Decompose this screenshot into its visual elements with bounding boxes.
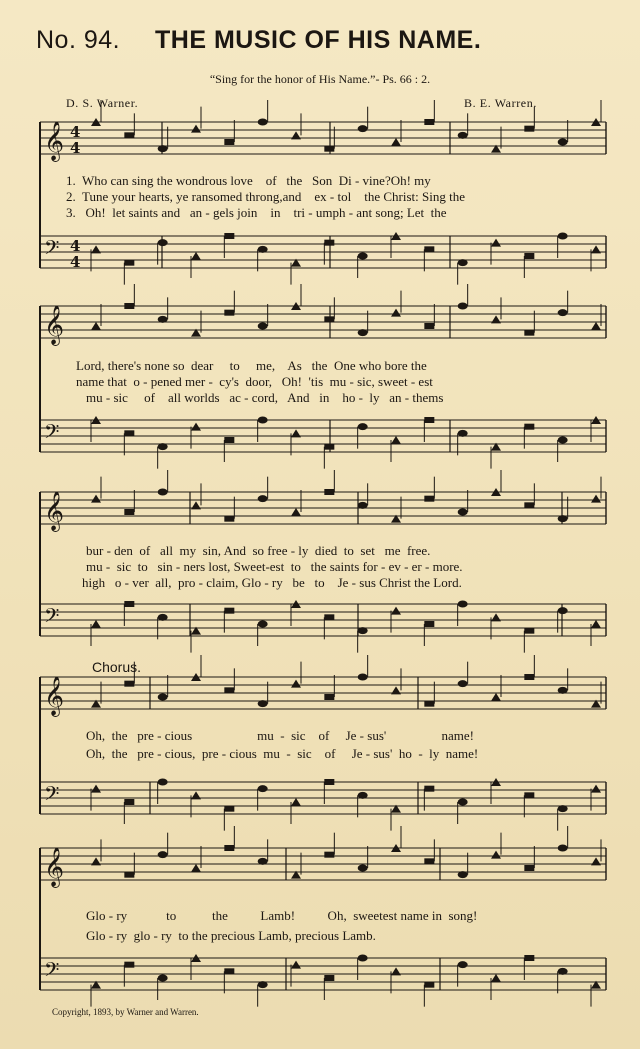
bass-clef: 𝄢 bbox=[44, 958, 60, 986]
treble-clef: 𝄞 bbox=[44, 847, 65, 887]
note-head bbox=[324, 694, 334, 700]
note-head bbox=[324, 975, 334, 981]
note-head bbox=[558, 233, 568, 240]
note-head bbox=[124, 799, 134, 805]
note-head bbox=[224, 310, 234, 316]
note-head bbox=[258, 621, 268, 628]
note-head bbox=[158, 239, 168, 246]
note-head bbox=[491, 613, 501, 621]
note-head bbox=[124, 872, 134, 878]
note-head bbox=[158, 145, 168, 152]
note-head bbox=[524, 126, 534, 132]
lyric-line: mu - sic of all worlds ac - cord, And in ho - ly an - thems bbox=[86, 390, 444, 405]
treble-clef: 𝄞 bbox=[44, 676, 65, 716]
note-head bbox=[91, 620, 101, 628]
note-head bbox=[524, 330, 534, 336]
note-head bbox=[258, 785, 268, 792]
note-head bbox=[291, 508, 301, 516]
note-head bbox=[391, 436, 401, 444]
note-head bbox=[191, 252, 201, 260]
note-head bbox=[158, 694, 168, 701]
note-head bbox=[191, 791, 201, 799]
note-head bbox=[224, 608, 234, 614]
note-head bbox=[91, 785, 101, 793]
note-head bbox=[524, 792, 534, 798]
note-head bbox=[524, 674, 534, 680]
note-head bbox=[224, 806, 234, 812]
note-head bbox=[224, 687, 234, 693]
note-head bbox=[291, 961, 301, 969]
note-head bbox=[124, 430, 134, 436]
note-head bbox=[358, 865, 368, 872]
note-head bbox=[324, 316, 334, 322]
note-head bbox=[291, 131, 301, 139]
note-head bbox=[458, 509, 468, 516]
note-head bbox=[591, 857, 601, 865]
note-head bbox=[324, 779, 334, 785]
lyric-line: 3. Oh! let saints and an - gels join in tri - umph - ant song; Let the bbox=[66, 205, 447, 220]
note-head bbox=[91, 495, 101, 503]
note-head bbox=[258, 323, 268, 330]
note-head bbox=[424, 119, 434, 125]
note-head bbox=[424, 982, 434, 988]
note-head bbox=[458, 430, 468, 437]
note-head bbox=[424, 246, 434, 252]
note-head bbox=[424, 496, 434, 502]
note-head bbox=[258, 246, 268, 253]
lyric-line: mu - sic to sin - ners lost, Sweet-est to the saints for - ev - er - more. bbox=[86, 559, 463, 574]
hymn-title: THE MUSIC OF HIS NAME. bbox=[155, 26, 482, 54]
note-head bbox=[424, 701, 434, 707]
note-head bbox=[224, 437, 234, 443]
note-head bbox=[158, 779, 168, 786]
note-head bbox=[124, 132, 134, 138]
note-head bbox=[324, 852, 334, 858]
note-head bbox=[558, 805, 568, 812]
note-head bbox=[291, 429, 301, 437]
note-head bbox=[158, 614, 168, 621]
note-head bbox=[91, 857, 101, 865]
note-head bbox=[224, 845, 234, 851]
note-head bbox=[524, 955, 534, 961]
treble-clef: 𝄞 bbox=[44, 491, 65, 531]
note-head bbox=[158, 975, 168, 982]
note-head bbox=[391, 607, 401, 615]
treble-clef: 𝄞 bbox=[44, 305, 65, 345]
note-head bbox=[424, 417, 434, 423]
lyric-line: Oh, the pre - cious, pre - cious mu - sic of Je - sus' ho - ly name! bbox=[86, 746, 479, 761]
time-signature: 4 bbox=[70, 253, 81, 271]
note-head bbox=[124, 303, 134, 309]
lyric-line: name that o - pened mer - cy's door, Oh! 'tis mu - sic, sweet - est bbox=[76, 374, 433, 389]
note-head bbox=[391, 686, 401, 694]
composer-credit: B. E. Warren. bbox=[464, 96, 537, 110]
note-head bbox=[458, 303, 468, 310]
note-head bbox=[191, 423, 201, 431]
lyric-line: 2. Tune your hearts, ye ransomed throng,and ex - tol the Christ: Sing the bbox=[66, 189, 465, 204]
note-head bbox=[424, 323, 434, 329]
note-head bbox=[324, 489, 334, 495]
note-head bbox=[191, 501, 201, 509]
note-head bbox=[324, 614, 334, 620]
note-head bbox=[491, 974, 501, 982]
note-head bbox=[591, 620, 601, 628]
time-signature: 4 bbox=[70, 139, 81, 157]
note-head bbox=[158, 489, 168, 496]
note-head bbox=[458, 132, 468, 139]
note-head bbox=[358, 423, 368, 430]
note-head bbox=[558, 687, 568, 694]
note-head bbox=[324, 240, 334, 246]
note-head bbox=[124, 962, 134, 968]
note-head bbox=[558, 607, 568, 614]
note-head bbox=[524, 502, 534, 508]
note-head bbox=[591, 785, 601, 793]
note-head bbox=[458, 961, 468, 968]
note-head bbox=[258, 495, 268, 502]
copyright-notice: Copyright, 1893, by Warner and Warren. bbox=[52, 1007, 199, 1017]
note-head bbox=[291, 680, 301, 688]
scripture-epigraph: “Sing for the honor of His Name.”- Ps. 66 : 2. bbox=[209, 72, 431, 86]
note-head bbox=[558, 845, 568, 852]
note-head bbox=[591, 322, 601, 330]
note-head bbox=[524, 628, 534, 634]
note-head bbox=[258, 981, 268, 988]
lyric-line: 1. Who can sing the wondrous love of the Son Di - vine?Oh! my bbox=[66, 173, 431, 188]
lyricist-credit: D. S. Warner. bbox=[66, 96, 139, 110]
time-signature: 4 bbox=[70, 123, 81, 141]
note-head bbox=[391, 309, 401, 317]
note-head bbox=[358, 502, 368, 509]
note-head bbox=[358, 125, 368, 132]
bass-clef: 𝄢 bbox=[44, 604, 60, 632]
bass-clef: 𝄢 bbox=[44, 782, 60, 810]
note-head bbox=[358, 253, 368, 260]
bass-clef: 𝄢 bbox=[44, 236, 60, 264]
note-head bbox=[124, 601, 134, 607]
treble-clef: 𝄞 bbox=[44, 121, 65, 161]
note-head bbox=[524, 253, 534, 259]
lyric-line: bur - den of all my sin, And so free - ly died to set me free. bbox=[86, 543, 431, 558]
note-head bbox=[424, 858, 434, 864]
note-head bbox=[224, 968, 234, 974]
note-head bbox=[424, 621, 434, 627]
note-head bbox=[358, 674, 368, 681]
note-head bbox=[358, 955, 368, 962]
note-head bbox=[224, 233, 234, 239]
note-head bbox=[491, 239, 501, 247]
note-head bbox=[258, 119, 268, 126]
note-head bbox=[124, 681, 134, 687]
note-head bbox=[224, 516, 234, 522]
hymn-number: No. 94. bbox=[36, 26, 121, 54]
note-head bbox=[458, 680, 468, 687]
lyric-line: Glo - ry glo - ry to the precious Lamb, precious Lamb. bbox=[86, 928, 376, 943]
chorus-label: Chorus. bbox=[92, 659, 142, 675]
note-head bbox=[424, 786, 434, 792]
note-head bbox=[558, 139, 568, 146]
lyric-line: Lord, there's none so dear to me, As the One who bore the bbox=[76, 358, 427, 373]
note-head bbox=[324, 444, 334, 450]
note-head bbox=[158, 443, 168, 450]
note-head bbox=[524, 424, 534, 430]
note-head bbox=[458, 799, 468, 806]
note-head bbox=[91, 245, 101, 253]
note-head bbox=[124, 260, 134, 266]
note-head bbox=[558, 968, 568, 975]
note-head bbox=[291, 798, 301, 806]
note-head bbox=[191, 125, 201, 133]
note-head bbox=[491, 851, 501, 859]
note-head bbox=[491, 693, 501, 701]
note-head bbox=[158, 316, 168, 323]
note-head bbox=[258, 858, 268, 865]
note-head bbox=[558, 437, 568, 444]
note-head bbox=[258, 700, 268, 707]
note-head bbox=[358, 329, 368, 336]
bass-clef: 𝄢 bbox=[44, 420, 60, 448]
time-signature: 4 bbox=[70, 237, 81, 255]
note-head bbox=[491, 315, 501, 323]
note-head bbox=[324, 146, 334, 152]
note-head bbox=[458, 259, 468, 266]
note-head bbox=[558, 515, 568, 522]
note-head bbox=[591, 495, 601, 503]
note-head bbox=[458, 601, 468, 608]
note-head bbox=[191, 864, 201, 872]
note-head bbox=[591, 245, 601, 253]
lyric-line: Oh, the pre - cious mu - sic of Je - sus' name! bbox=[86, 728, 474, 743]
lyric-line: high o - ver all, pro - claim, Glo - ry be to Je - sus Christ the Lord. bbox=[82, 575, 462, 590]
note-head bbox=[158, 851, 168, 858]
note-head bbox=[91, 322, 101, 330]
note-head bbox=[391, 967, 401, 975]
note-head bbox=[391, 138, 401, 146]
note-head bbox=[358, 627, 368, 634]
note-head bbox=[258, 417, 268, 424]
note-head bbox=[358, 792, 368, 799]
note-head bbox=[224, 139, 234, 145]
lyric-line: Glo - ry to the Lamb! Oh, sweetest name in song! bbox=[86, 908, 478, 923]
note-head bbox=[124, 509, 134, 515]
note-head bbox=[524, 865, 534, 871]
note-head bbox=[558, 309, 568, 316]
note-head bbox=[458, 871, 468, 878]
